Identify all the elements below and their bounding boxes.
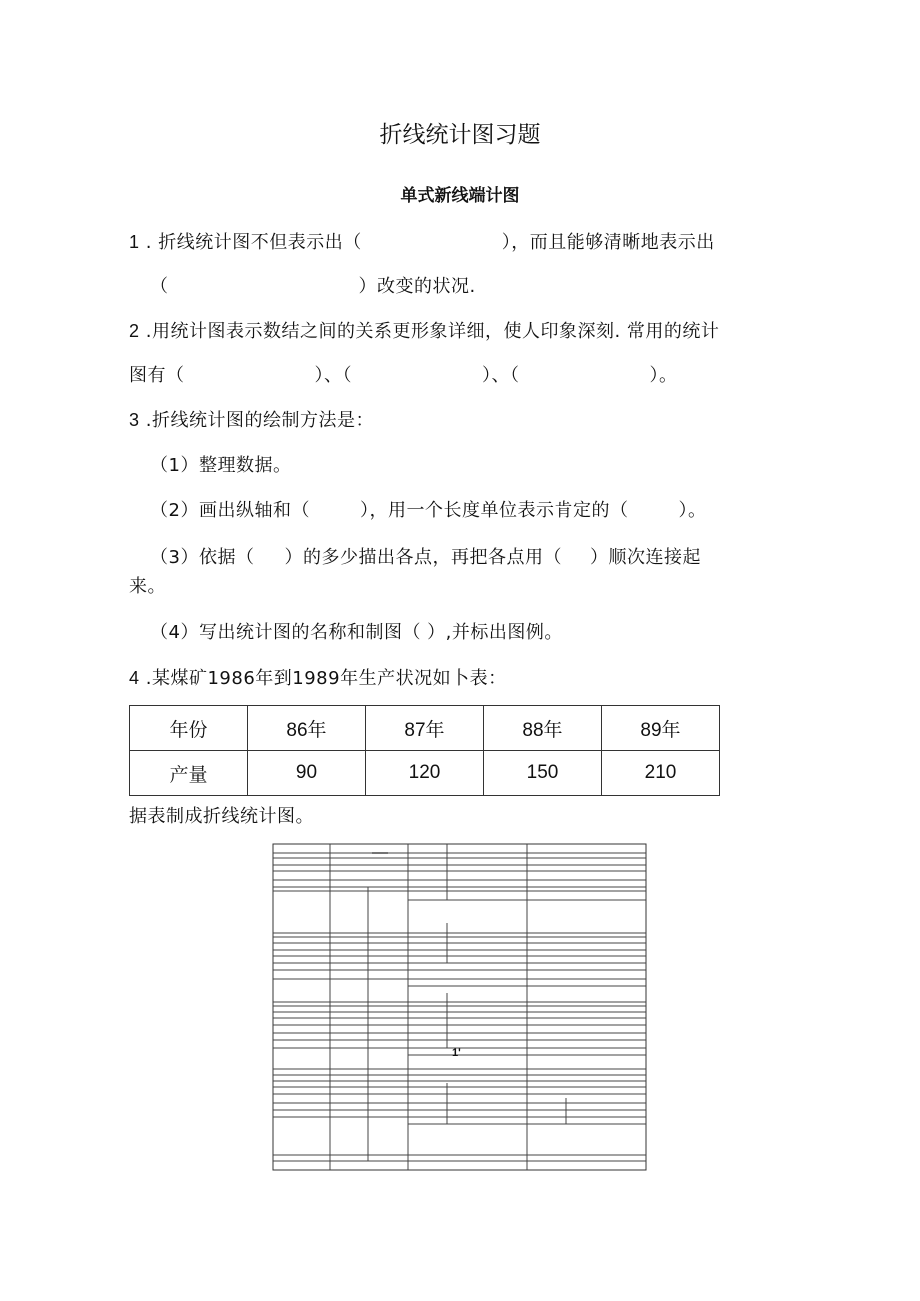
question-3-step-2-b: ），用一个长度单位表示肯定的（	[359, 500, 629, 521]
question-2-text-a: 图有（	[129, 365, 185, 386]
table-cell: 产量	[130, 751, 248, 796]
question-2-line-1	[129, 317, 719, 343]
question-3-step-3-b: ）的多少描出各点，再把各点用（	[284, 547, 562, 568]
table-cell: 年份	[130, 706, 248, 751]
table-cell: 120	[366, 751, 484, 796]
question-1-line-1	[129, 228, 715, 254]
question-1-text-c: （	[150, 276, 169, 297]
question-3-text: .折线统计图的绘制方法是：	[145, 410, 374, 431]
question-3-intro	[129, 406, 374, 432]
question-3-step-4: （4）写出统计图的名称和制图（ ）,并标出图例。	[150, 622, 563, 643]
question-2-text-d: ）。	[649, 365, 678, 386]
question-4-after: 据表制成折线统计图。	[129, 806, 314, 827]
question-3-step-3-cont: 来。	[129, 576, 166, 597]
question-2-number: 2	[129, 321, 140, 341]
section-subtitle: 单式新线端计图	[400, 186, 520, 206]
table-cell: 150	[484, 751, 602, 796]
question-2-text-c: ）、（	[482, 365, 520, 386]
question-2-text: .用统计图表示数结之间的关系更形象详细，使人印象深刻. 常用的统计	[145, 321, 720, 342]
question-1-text-b: ），而且能够清晰地表示出	[501, 232, 715, 253]
blank-chart-grid	[272, 843, 648, 1173]
grid-mark-label: 1'	[452, 1047, 461, 1059]
table-cell: 89年	[602, 706, 720, 751]
page-title: 折线统计图习题	[379, 122, 541, 148]
production-table	[129, 705, 720, 796]
table-cell: 87年	[366, 706, 484, 751]
question-1-line-2	[150, 272, 476, 298]
question-2-line-2	[129, 361, 678, 387]
table-cell: 90	[248, 751, 366, 796]
question-1-text-d: ）改变的状况.	[358, 276, 476, 297]
question-3-number: 3	[129, 410, 140, 430]
question-3-step-1: （1）整理数据。	[150, 455, 292, 476]
question-3-step-2-a: （2）画出纵轴和（	[150, 500, 310, 521]
table-cell: 86年	[248, 706, 366, 751]
question-1-text-a: . 折线统计图不但表示出（	[145, 232, 362, 253]
question-3-step-2-c: ）。	[678, 500, 707, 521]
question-4-text: .某煤矿1986年到1989年生产状况如卜表：	[145, 668, 507, 689]
table-header-row	[130, 706, 720, 751]
question-3-step-3-c: ）顺次连接起	[589, 547, 701, 568]
question-4-number: 4	[129, 668, 140, 688]
table-cell: 210	[602, 751, 720, 796]
question-3-step-3	[150, 543, 701, 569]
table-cell: 88年	[484, 706, 602, 751]
question-3-step-3-a: （3）依据（	[150, 547, 255, 568]
question-1-number: 1	[129, 232, 140, 252]
question-4-intro	[129, 664, 507, 690]
table-row	[130, 751, 720, 796]
question-2-text-b: ）、（	[314, 365, 352, 386]
question-3-step-2	[150, 496, 706, 522]
